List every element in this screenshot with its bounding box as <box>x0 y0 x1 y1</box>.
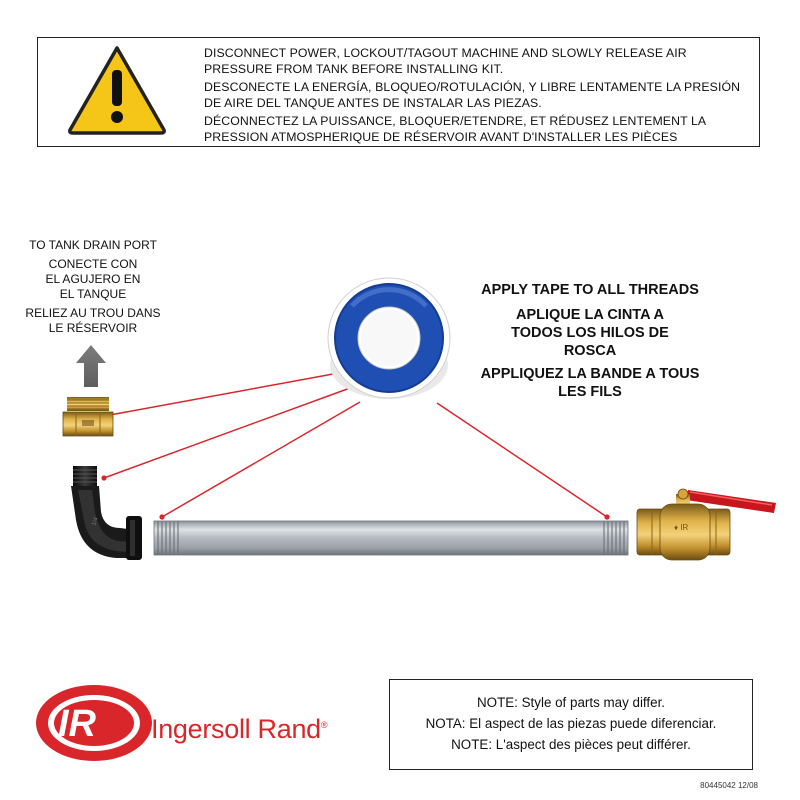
svg-text:1/4: 1/4 <box>91 516 100 527</box>
document-number: 80445042 12/08 <box>700 781 758 790</box>
ball-valve <box>637 489 776 560</box>
tape-label-en: APPLY TAPE TO ALL THREADS <box>481 282 699 298</box>
leader-line-pipe-right <box>437 403 607 517</box>
brand-name-text: Ingersoll Rand <box>151 714 321 744</box>
black-elbow <box>71 466 142 560</box>
tape-label-fr: APPLIQUEZ LA BANDE A TOUS LES FILS <box>480 366 700 400</box>
drain-label-en: TO TANK DRAIN PORT <box>29 238 157 252</box>
leader-line-elbow <box>104 388 350 478</box>
thread-tape-roll <box>328 278 450 399</box>
warning-line-es: DESCONECTE LA ENERGÍA, BLOQUEO/ROTULACIÓN, Y LIBRE LENTAMENTE LA PRESIÓN DE AIRE DEL TANQUE ANTES DE INSTALAR LAS PIEZAS. <box>204 80 741 110</box>
up-arrow-icon <box>76 345 106 387</box>
leader-dots <box>101 412 609 519</box>
warning-line-en: DISCONNECT POWER, LOCKOUT/TAGOUT MACHINE AND SLOWLY RELEASE AIR PRESSURE FROM TANK BEFORE INSTALLING KIT. <box>204 46 687 76</box>
svg-text:♦ IR: ♦ IR <box>674 523 689 532</box>
tape-label-es: APLIQUE LA CINTA A TODOS LOS HILOS DE ROSCA <box>511 307 669 359</box>
galvanized-nipple <box>154 521 628 555</box>
note-en: NOTE: Style of parts may differ. <box>476 695 666 710</box>
registered-mark: ® <box>320 720 328 730</box>
brass-bushing <box>63 397 113 436</box>
warning-line-fr: DÉCONNECTEZ LA PUISSANCE, BLOQUER/ETENDRE, ET RÉDUSEZ LENTEMENT LA PRESSION ATMOSPHERIQUE DE RÉSERVOIR AVANT D'INSTALLER LES PIÈCES <box>204 114 706 144</box>
note-es: NOTA: El aspect de las piezas puede diferenciar. <box>425 716 717 731</box>
note-box <box>389 679 753 770</box>
note-fr: NOTE: L'aspect des pièces peut différer. <box>451 737 691 752</box>
apply-tape-label <box>470 281 710 406</box>
drain-label-fr: RELIEZ AU TROU DANS LE RÉSERVOIR <box>25 306 161 335</box>
drain-port-label <box>18 238 168 338</box>
ir-monogram: IR <box>58 703 96 745</box>
leader-line-bushing <box>110 372 344 415</box>
brand-name <box>151 714 327 745</box>
leader-line-pipe-left <box>162 402 360 517</box>
drain-label-es: CONECTE CON EL AGUJERO EN EL TANQUE <box>45 257 141 301</box>
